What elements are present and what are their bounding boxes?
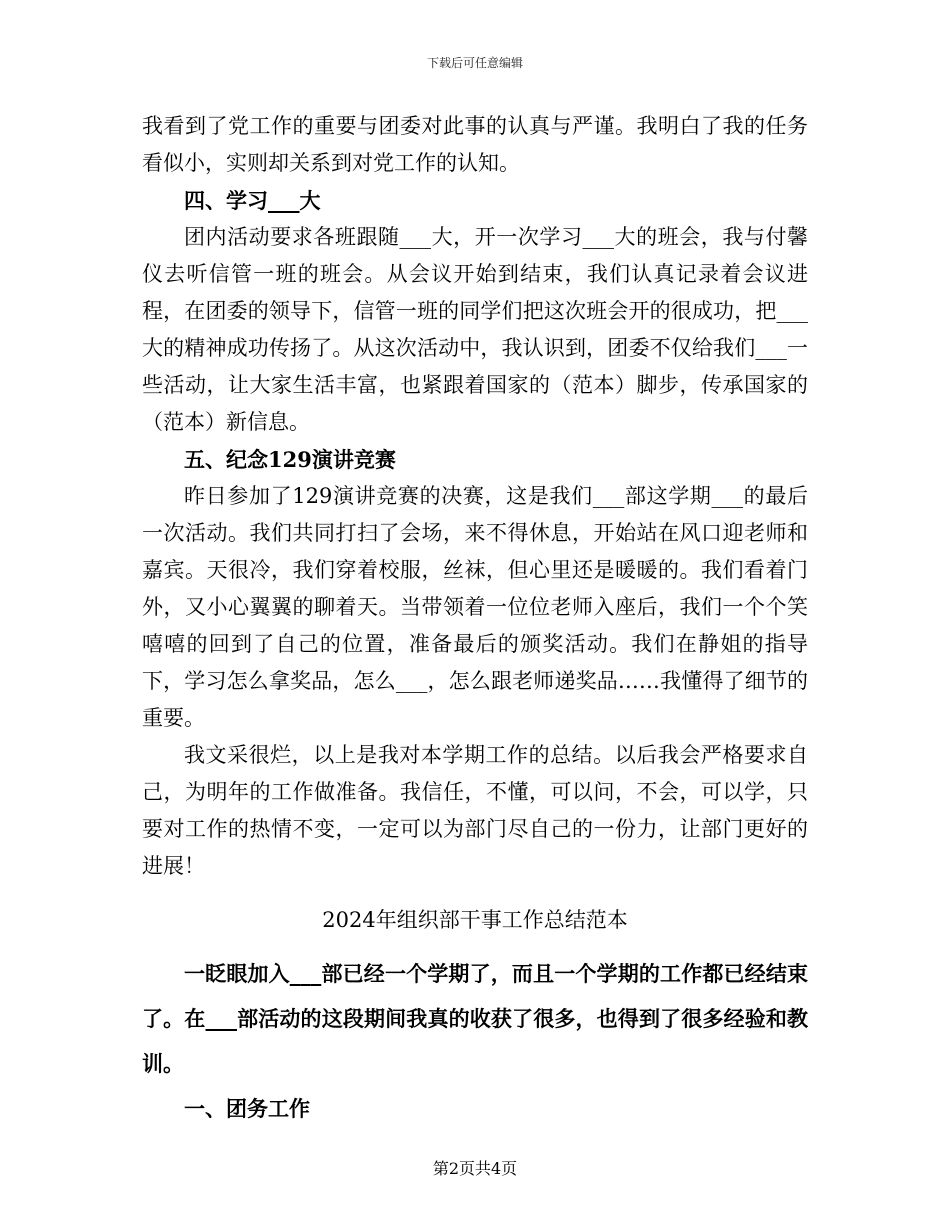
- document-body: [142, 108, 808, 1131]
- paragraph-speech-contest: 昨日参加了129演讲竞赛的决赛，这是我们___部这学期___的最后一次活动。我们共同打扫了会场，来不得休息，开始站在风口迎老师和嘉宾。天很冷，我们穿着校服，丝袜，但心里还是暖暖的。我们看着门外，又小心翼翼的聊着天。当带领着一位位老师入座后，我们一个个笑嘻嘻的回到了自己的位置，准备最后的颁奖活动。我们在静姐的指导下，学习怎么拿奖品，怎么___，怎么跟老师递奖品……我懂得了细节的重要。: [142, 484, 808, 730]
- paragraph-class-meeting: 团内活动要求各班跟随___大，开一次学习___大的班会，我与付馨仪去听信管一班的班会。从会议开始到结束，我们认真记录着会议进程，在团委的领导下，信管一班的同学们把这次班会开的很成功，把___大的精神成功传扬了。从这次活动中，我认识到，团委不仅给我们___一些活动，让大家生活丰富，也紧跟着国家的（范本）脚步，传承国家的（范本）新信息。: [142, 225, 808, 434]
- document-title: 2024年组织部干事工作总结范本: [322, 908, 628, 932]
- section-heading-study: 四、学习___大: [184, 188, 321, 213]
- paragraph-summary: 我文采很烂，以上是我对本学期工作的总结。以后我会严格要求自己，为明年的工作做准备。我信任，不懂，可以问，不会，可以学，只要对工作的热情不变，一定可以为部门尽自己的一份力，让部门更好的进展！: [142, 743, 808, 878]
- section-heading-speech-contest: 五、纪念129演讲竞赛: [184, 447, 396, 472]
- paragraph-party-work: 我看到了党工作的重要与团委对此事的认真与严谨。我明白了我的任务看似小，实则却关系到对党工作的认知。: [142, 114, 808, 175]
- paragraph-intro: 一眨眼加入___部已经一个学期了，而且一个学期的工作都已经结束了。在___部活动的这段期间我真的收获了很多，也得到了很多经验和教训。: [142, 961, 808, 1076]
- page-header: 下载后可任意编辑: [426, 56, 523, 70]
- section-heading-league-affairs: 一、团务工作: [184, 1096, 310, 1121]
- page-footer: 第2页共4页: [432, 1159, 518, 1178]
